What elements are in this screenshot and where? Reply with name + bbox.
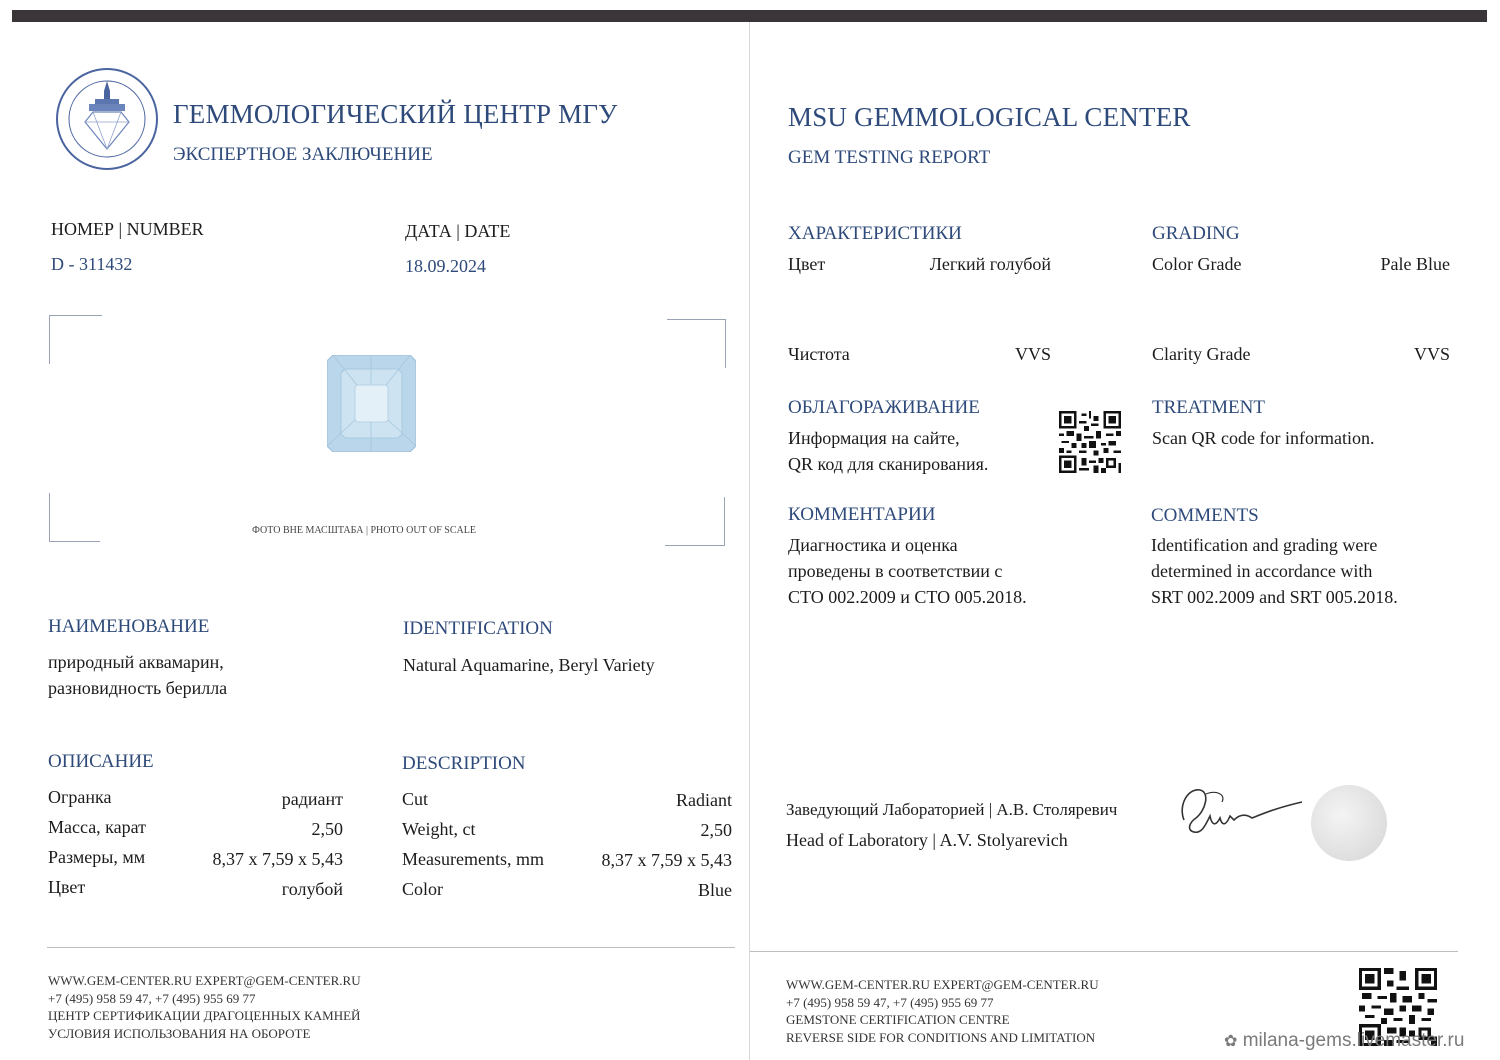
footer-divider-right [750, 951, 1458, 952]
cut-ru-label: Огранка [48, 787, 112, 807]
comments-en-line1: Identification and grading were [1151, 535, 1378, 555]
measurements-en-label: Measurements, mm [402, 849, 544, 869]
naming-en-title: IDENTIFICATION [403, 618, 553, 639]
number-label: НОМЕР | NUMBER [51, 219, 204, 239]
footer-right-line4: REVERSE SIDE FOR CONDITIONS AND LIMITATION [786, 1029, 1096, 1045]
footer-left-line2: +7 (495) 958 59 47, +7 (495) 955 69 77 [48, 990, 256, 1006]
grading-en-title: GRADING [1152, 223, 1240, 244]
comments-en-title: COMMENTS [1151, 505, 1259, 526]
embossed-seal [1311, 785, 1387, 861]
treatment-en-title: TREATMENT [1152, 397, 1265, 418]
footer-left-line1: WWW.GEM-CENTER.RU EXPERT@GEM-CENTER.RU [48, 973, 361, 988]
color-grade-ru-value: Легкий голубой [929, 254, 1051, 274]
color-grade-ru-label: Цвет [788, 254, 826, 274]
weight-en-label: Weight, ct [402, 819, 476, 839]
treatment-ru-title: ОБЛАГОРАЖИВАНИЕ [788, 397, 980, 418]
msu-seal-logo [55, 67, 159, 171]
cut-en-value: Radiant [676, 790, 732, 810]
clarity-ru-value: VVS [1014, 344, 1051, 364]
weight-en-value: 2,50 [700, 820, 732, 840]
comments-ru-line1: Диагностика и оценка [788, 535, 958, 555]
footer-divider-left [47, 947, 735, 948]
color-ru-label: Цвет [48, 877, 86, 897]
footer-left [48, 972, 361, 1042]
description-ru-title: ОПИСАНИЕ [48, 751, 154, 772]
gemstone-photo [327, 355, 416, 452]
measurements-ru-label: Размеры, мм [48, 847, 146, 867]
footer-right-line2: +7 (495) 958 59 47, +7 (495) 955 69 77 [786, 994, 994, 1010]
naming-ru-line1: природный аквамарин, [48, 652, 224, 672]
comments-en-line2: determined in accordance with [1151, 561, 1373, 581]
color-grade-en-value: Pale Blue [1380, 254, 1450, 274]
treatment-en-value: Scan QR code for information. [1152, 428, 1375, 448]
footer-left-line3: ЦЕНТР СЕРТИФИКАЦИИ ДРАГОЦЕННЫХ КАМНЕЙ [48, 1008, 361, 1023]
cut-en-label: Cut [402, 789, 429, 809]
date-label: ДАТА | DATE [405, 221, 511, 241]
date-value: 18.09.2024 [405, 256, 486, 276]
photo-frame-corner-bl [49, 493, 100, 542]
clarity-ru-label: Чистота [788, 344, 850, 364]
photo-caption: ФОТО ВНЕ МАСШТАБА | PHOTO OUT OF SCALE [252, 525, 476, 536]
comments-ru-title: КОММЕНТАРИИ [788, 504, 936, 525]
cut-ru-value: радиант [281, 789, 343, 809]
weight-ru-value: 2,50 [311, 819, 343, 839]
doc-type-ru: ЭКСПЕРТНОЕ ЗАКЛЮЧЕНИЕ [173, 144, 433, 165]
treatment-ru-line2: QR код для сканирования. [788, 454, 989, 474]
signature [1176, 780, 1306, 840]
page-fold-line [749, 22, 750, 1060]
doc-type-en: GEM TESTING REPORT [788, 147, 991, 168]
head-of-lab-en: Head of Laboratory | A.V. Stolyarevich [786, 830, 1068, 850]
color-ru-value: голубой [281, 879, 343, 899]
color-en-value: Blue [698, 880, 732, 900]
treatment-qr-code[interactable] [1059, 411, 1121, 473]
naming-ru-title: НАИМЕНОВАНИЕ [48, 616, 210, 637]
footer-right-line1: WWW.GEM-CENTER.RU EXPERT@GEM-CENTER.RU [786, 977, 1099, 992]
description-en-title: DESCRIPTION [402, 753, 526, 774]
measurements-ru-value: 8,37 x 7,59 x 5,43 [212, 849, 343, 869]
watermark-icon: ✿ [1224, 1033, 1238, 1050]
number-value: D - 311432 [51, 254, 133, 274]
org-name-en: MSU GEMMOLOGICAL CENTER [788, 102, 1191, 132]
watermark [1224, 1030, 1464, 1052]
clarity-en-label: Clarity Grade [1152, 344, 1251, 364]
comments-en-line3: SRT 002.2009 and SRT 005.2018. [1151, 587, 1398, 607]
footer-left-line4: УСЛОВИЯ ИСПОЛЬЗОВАНИЯ НА ОБОРОТЕ [48, 1025, 311, 1041]
photo-frame-corner-br [665, 497, 725, 546]
scan-edge-bar [12, 10, 1487, 22]
head-of-lab-ru: Заведующий Лабораторией | А.В. Столяревич [786, 800, 1118, 819]
footer-right [786, 976, 1099, 1046]
color-grade-en-label: Color Grade [1152, 254, 1242, 274]
comments-ru-line3: СТО 002.2009 и СТО 005.2018. [788, 587, 1027, 607]
grading-ru-title: ХАРАКТЕРИСТИКИ [788, 223, 962, 244]
footer-right-line3: GEMSTONE CERTIFICATION CENTRE [786, 1012, 1010, 1027]
weight-ru-label: Масса, карат [48, 817, 147, 837]
measurements-en-value: 8,37 x 7,59 x 5,43 [601, 850, 732, 870]
naming-ru-line2: разновидность берилла [48, 678, 228, 698]
clarity-en-value: VVS [1413, 344, 1450, 364]
watermark-text: milana-gems.livemaster.ru [1242, 1030, 1465, 1051]
org-name-ru: ГЕММОЛОГИЧЕСКИЙ ЦЕНТР МГУ [173, 99, 618, 129]
photo-frame-corner-tr [667, 319, 726, 368]
naming-en-value: Natural Aquamarine, Beryl Variety [403, 655, 655, 675]
color-en-label: Color [402, 879, 444, 899]
photo-frame-corner-tl [49, 315, 102, 364]
treatment-ru-line1: Информация на сайте, [788, 428, 960, 448]
comments-ru-line2: проведены в соответствии с [788, 561, 1003, 581]
